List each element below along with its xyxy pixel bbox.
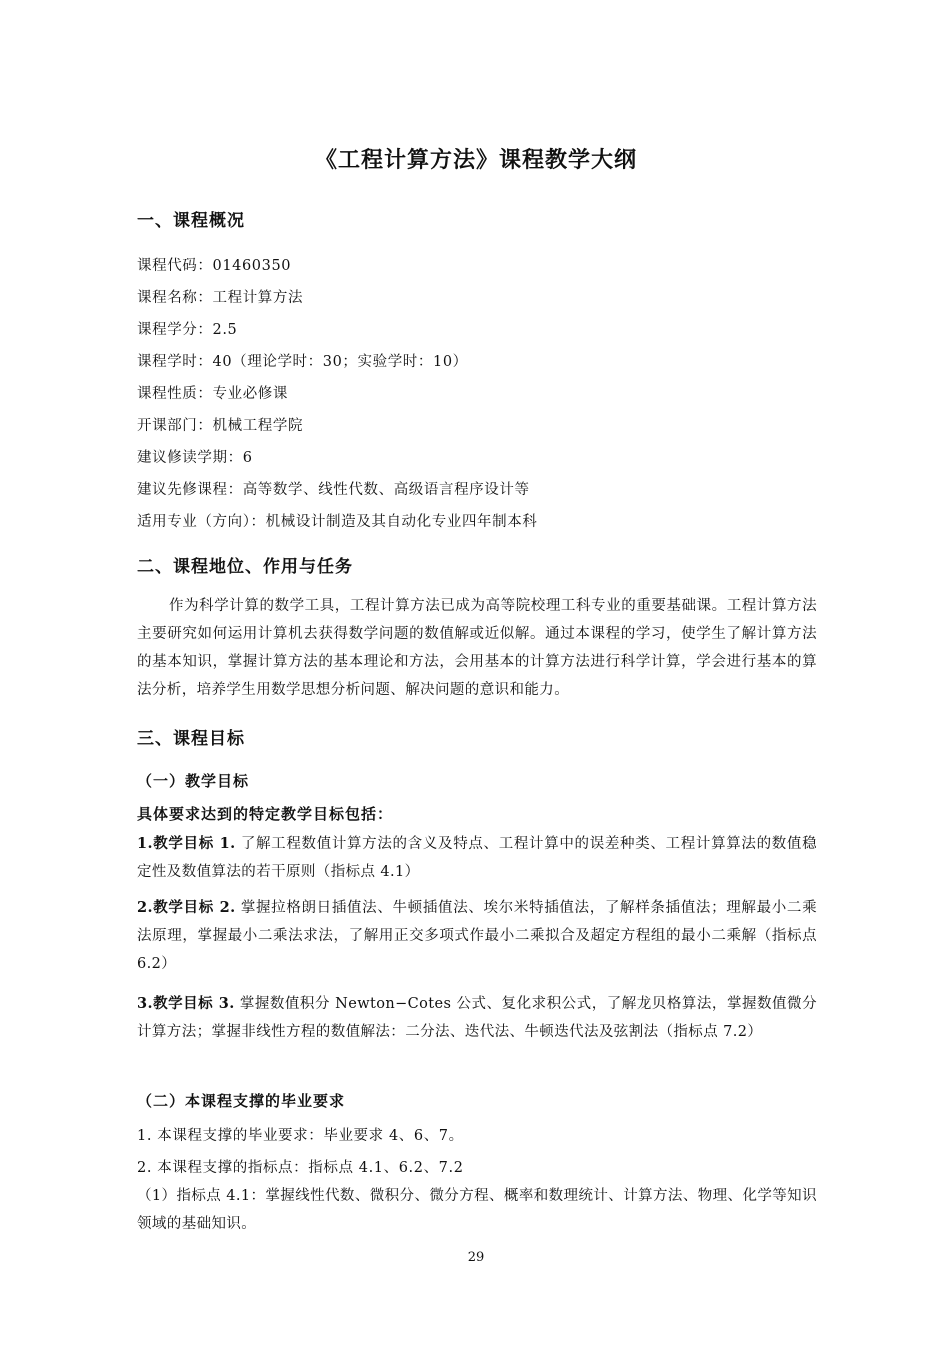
section-heading-overview: 一、课程概况: [137, 211, 245, 231]
course-semester: 建议修读学期：6: [137, 450, 253, 466]
teaching-goal-1: [137, 830, 817, 886]
section-heading-objectives: 三、课程目标: [137, 729, 245, 749]
teaching-goal-3: [137, 990, 817, 1046]
course-code: 课程代码：01460350: [137, 258, 292, 274]
teaching-goal-3-label: 3.教学目标 3.: [137, 995, 235, 1012]
course-credits: 课程学分：2.5: [137, 322, 238, 338]
course-department: 开课部门：机械工程学院: [137, 418, 304, 434]
indicator-points-line: 2. 本课程支撑的指标点：指标点 4.1、6.2、7.2: [137, 1160, 464, 1176]
course-name: 课程名称：工程计算方法: [137, 290, 304, 306]
teaching-goal-1-label: 1.教学目标 1.: [137, 835, 236, 852]
graduation-requirements-line: 1. 本课程支撑的毕业要求：毕业要求 4、6、7。: [137, 1128, 464, 1144]
section-role-paragraph: 作为科学计算的数学工具，工程计算方法已成为高等院校理工科专业的重要基础课。工程计算方法主要研究如何运用计算机去获得数学问题的数值解或近似解。通过本课程的学习，使学生了解计算方法的基本知识，掌握计算方法的基本理论和方法，会用基本的计算方法进行科学计算，学会进行基本的算法分析，培养学生用数学思想分析问题、解决问题的意识和能力。: [137, 598, 817, 698]
page-number: 29: [467, 1250, 485, 1265]
teaching-goal-3-text: 掌握数值积分 Newton−Cotes 公式、复化求积公式，了解龙贝格算法，掌握数值微分计算方法；掌握非线性方程的数值解法：二分法、迭代法、牛顿迭代法及弦割法（指标点 7.2）: [137, 996, 817, 1040]
course-hours: 课程学时：40（理论学时：30；实验学时：10）: [137, 354, 468, 370]
course-nature: 课程性质：专业必修课: [137, 386, 288, 402]
teaching-goal-1-text: 了解工程数值计算方法的含义及特点、工程计算中的误差种类、工程计算算法的数值稳定性及数值算法的若干原则（指标点 4.1）: [137, 836, 817, 880]
indicator-4-1-paragraph: （1）指标点 4.1：掌握线性代数、微积分、微分方程、概率和数理统计、计算方法、物理、化学等知识领域的基础知识。: [137, 1188, 817, 1232]
subsection-heading-teaching-goals: （一）教学目标: [137, 772, 250, 790]
document-title: 《工程计算方法》课程教学大纲: [314, 147, 637, 173]
teaching-goal-2: [137, 894, 817, 978]
teaching-goal-2-label: 2.教学目标 2.: [137, 899, 236, 916]
section-heading-role: 二、课程地位、作用与任务: [137, 557, 353, 577]
subsection-heading-graduation-requirements: （二）本课程支撑的毕业要求: [137, 1092, 346, 1110]
teaching-goal-2-text: 掌握拉格朗日插值法、牛顿插值法、埃尔米特插值法，了解样条插值法；理解最小二乘法原理，掌握最小二乘法求法，了解用正交多项式作最小二乘拟合及超定方程组的最小二乘解（指标点 6.2）: [137, 900, 817, 972]
course-applicable-major: 适用专业（方向）：机械设计制造及其自动化专业四年制本科: [137, 514, 538, 530]
course-prerequisites: 建议先修课程：高等数学、线性代数、高级语言程序设计等: [137, 482, 530, 498]
teaching-goals-intro: 具体要求达到的特定教学目标包括：: [137, 805, 394, 823]
